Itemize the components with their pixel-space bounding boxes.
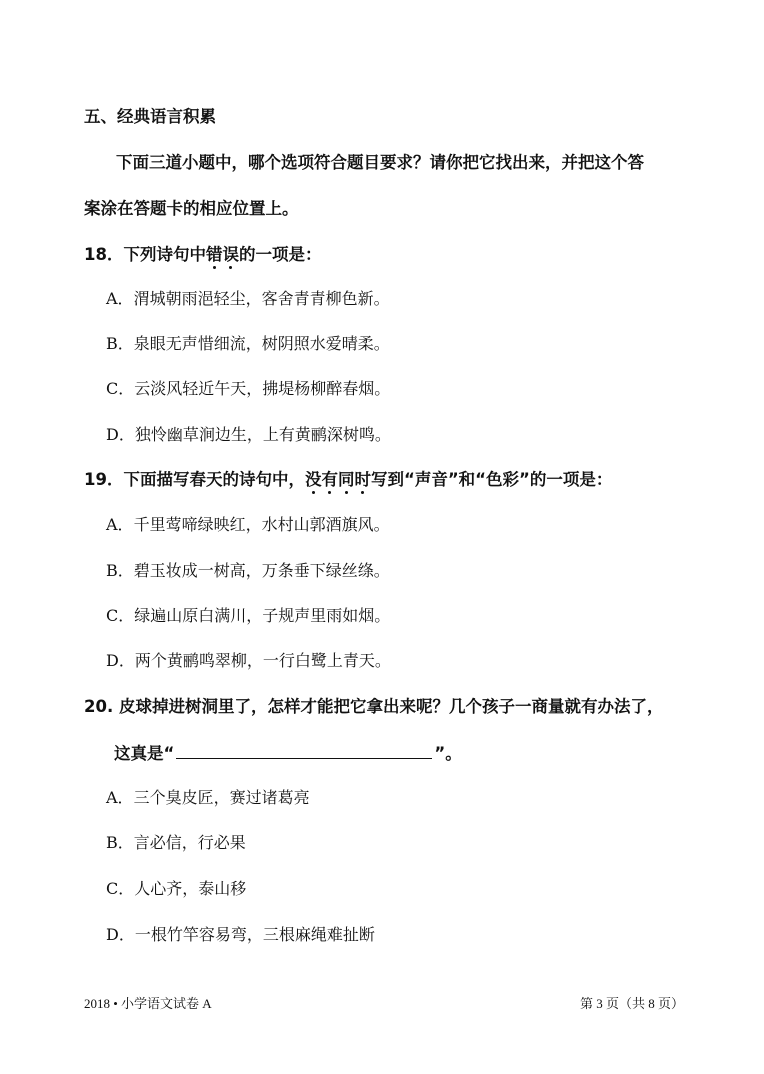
- emphasis-dot: [361, 491, 364, 494]
- question-stem-text: 皮球掉进树洞里了，怎样才能把它拿出来呢？几个孩子一商量就有办法了，: [118, 697, 664, 716]
- option-text: 云淡风轻近午天，拂堤杨柳醉春烟。: [134, 379, 391, 398]
- question-stem-text: ”。: [434, 744, 462, 763]
- option-text: 人心齐，泰山移: [134, 879, 247, 898]
- answer-blank[interactable]: [176, 742, 432, 759]
- option-label: A．: [106, 515, 134, 534]
- option-19-d[interactable]: [106, 650, 391, 672]
- option-19-a[interactable]: [106, 514, 390, 536]
- option-label: C．: [106, 879, 135, 898]
- option-text: 三个臭皮匠，赛过诸葛亮: [133, 788, 310, 807]
- emphasis-char: 没: [305, 470, 322, 489]
- emphasis-dot: [229, 266, 232, 269]
- question-number: 19．: [84, 470, 124, 489]
- section-intro-line-2: 案涂在答题卡的相应位置上。: [84, 199, 299, 218]
- option-text: 言必信，行必果: [133, 833, 246, 852]
- option-label: C．: [106, 379, 135, 398]
- emphasis-char: 误: [222, 245, 239, 264]
- emphasis-char: 时: [354, 470, 371, 489]
- option-text: 两个黄鹂鸣翠柳，一行白鹭上青天。: [134, 651, 391, 670]
- emphasis-dot: [213, 266, 216, 269]
- option-label: C．: [106, 606, 135, 625]
- option-label: B．: [106, 561, 134, 580]
- option-20-c[interactable]: [106, 878, 246, 900]
- option-label: A．: [106, 289, 134, 308]
- section-intro-line-1: 下面三道小题中，哪个选项符合题目要求？请你把它找出来，并把这个答: [116, 153, 644, 172]
- footer-left: 2018 • 小学语文试卷 A: [84, 996, 212, 1011]
- question-stem-text: 写到“声音”和“色彩”的一项是：: [370, 470, 613, 489]
- question-stem-text: 下列诗句中: [123, 245, 206, 264]
- question-19-stem: [84, 469, 612, 491]
- option-text: 碧玉妆成一树高，万条垂下绿丝绦。: [133, 561, 390, 580]
- question-20-stem: [84, 696, 663, 718]
- emphasis-dot: [312, 491, 315, 494]
- emphasis-char: 同: [338, 470, 355, 489]
- emphasis-dot: [328, 491, 331, 494]
- option-text: 渭城朝雨浥轻尘，客舍青青柳色新。: [133, 289, 390, 308]
- option-label: D．: [106, 651, 135, 670]
- option-label: B．: [106, 334, 134, 353]
- emphasis-char: 有: [321, 470, 338, 489]
- question-18-stem: [84, 244, 321, 266]
- option-text: 一根竹竿容易弯，三根麻绳难扯断: [134, 925, 375, 944]
- option-text: 千里莺啼绿映红，水村山郭酒旗风。: [133, 515, 390, 534]
- option-18-b[interactable]: [106, 333, 390, 355]
- footer-page-number: 第 3 页（共 8 页）: [580, 996, 685, 1011]
- option-18-c[interactable]: [106, 378, 390, 400]
- option-label: D．: [106, 425, 135, 444]
- section-title: 五、经典语言积累: [84, 107, 216, 126]
- emphasis-char: 错: [206, 245, 223, 264]
- question-number: 20.: [84, 697, 114, 716]
- option-18-a[interactable]: [106, 288, 390, 310]
- option-label: A．: [106, 788, 134, 807]
- option-19-c[interactable]: [106, 605, 390, 627]
- emphasis-dot: [345, 491, 348, 494]
- option-text: 独怜幽草涧边生，上有黄鹂深树鸣。: [134, 425, 391, 444]
- option-label: D．: [106, 925, 135, 944]
- question-number: 18．: [84, 245, 124, 264]
- option-20-d[interactable]: [106, 924, 375, 946]
- option-19-b[interactable]: [106, 560, 390, 582]
- option-text: 泉眼无声惜细流，树阴照水爱晴柔。: [133, 334, 390, 353]
- question-stem-text: 这真是“: [114, 744, 175, 763]
- option-text: 绿遍山原白满川，子规声里雨如烟。: [134, 606, 391, 625]
- question-stem-text: 的一项是：: [238, 245, 322, 264]
- option-20-a[interactable]: [106, 787, 310, 809]
- question-stem-text: 下面描写春天的诗句中，: [123, 470, 305, 489]
- option-18-d[interactable]: [106, 424, 391, 446]
- option-label: B．: [106, 833, 134, 852]
- option-20-b[interactable]: [106, 832, 246, 854]
- question-20-stem-line-2: [114, 742, 462, 765]
